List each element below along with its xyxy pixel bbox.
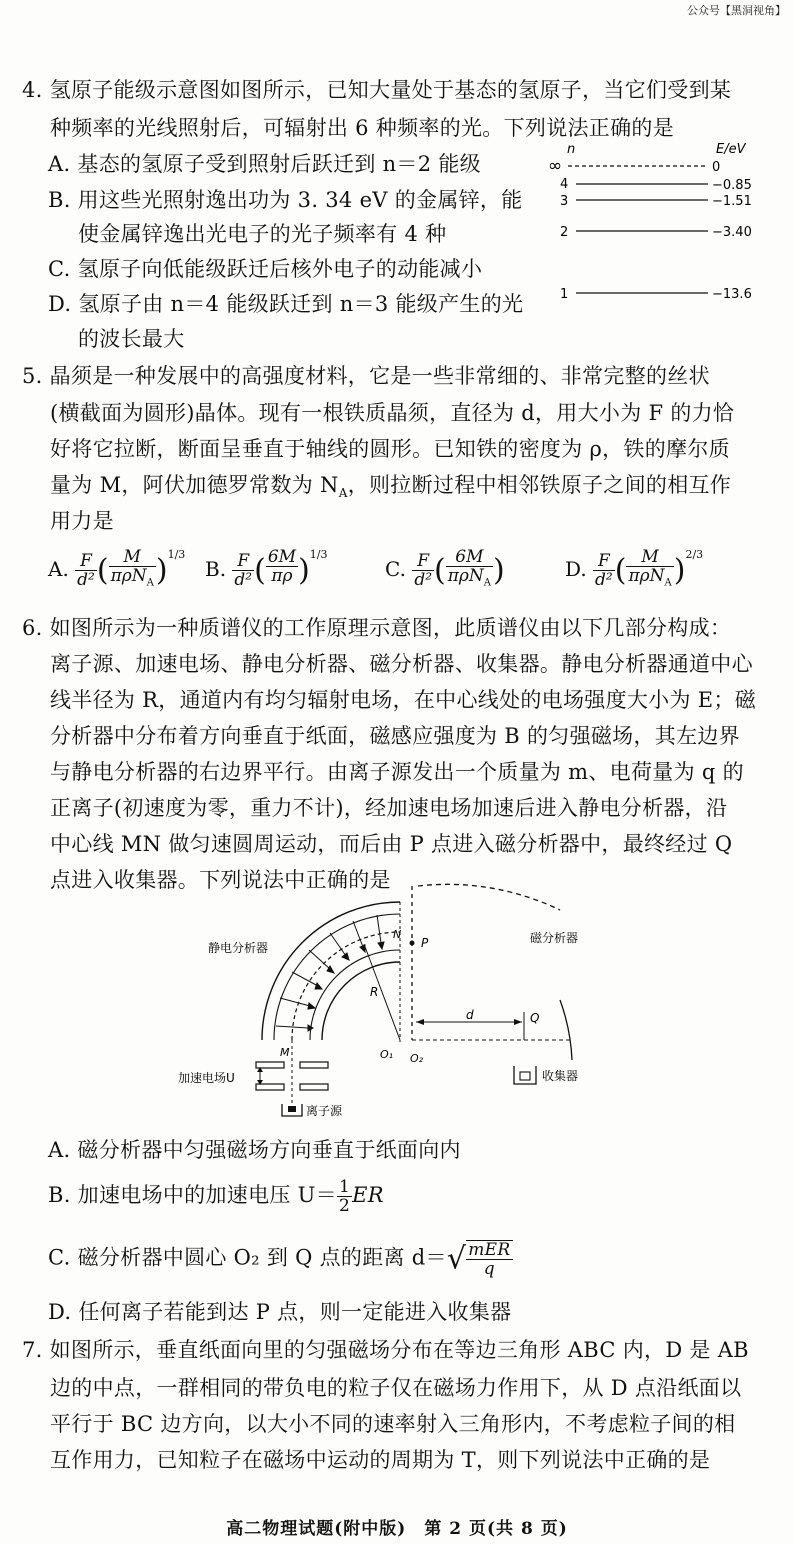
electrostatic-analyzer-label: 静电分析器 [208,941,269,955]
o1-label: O₁ [380,1048,394,1061]
q5-stem-line1: 5. 晶须是一种发展中的高强度材料，它是一些非常细的、非常完整的丝状 [22,364,710,388]
q5-stem-line4 [50,469,731,500]
q7-stem-line2: 边的中点，一群相同的带负电的粒子仅在磁场力作用下，从 D 点沿纸面以 [50,1376,742,1400]
level-2 [560,225,752,240]
d-label: d [466,1008,474,1022]
inner-num: M [109,548,156,567]
level-3 [560,194,752,209]
watermark: 公众号【黑洞视角】 [687,4,786,17]
inner-den: πρ [271,566,293,587]
magnetic-analyzer-boundary-top [418,884,560,910]
q5-option-a: A. $\frac{F}{\text{d²}}$ ( $\frac{M}{\pi\rho N_A}$ )$^{1/3}$ [48,547,186,590]
q6-stem-line2: 离子源、加速电场、静电分析器、磁分析器、收集器。静电分析器通道中心 [50,652,753,676]
o2-label: O₂ [410,1052,424,1065]
half-num: 1 [338,1177,351,1197]
q5-stem-line3: 好将它拉断，断面呈垂直于轴线的圆形。已知铁的密度为 ρ，铁的摩尔质 [50,437,730,461]
option-label: A. [48,557,69,581]
exponent: 1/3 [167,548,186,561]
q6-stem-line8: 点进入收集器。下列说法中正确的是 [50,868,391,892]
avogadro-subscript: A [338,486,348,501]
q4-option-d-line1: D. 氢原子由 n＝4 能级跃迁到 n＝3 能级产生的光 [48,292,524,316]
mass-spectrometer-figure [170,880,600,1130]
n-label: N [393,928,402,941]
frac-den: d² [234,570,253,590]
q6-stem-line4: 分析器中分布着方向垂直于纸面，磁感应强度为 B 的匀强磁场，其左边界 [50,724,740,748]
half-den: 2 [338,1196,351,1216]
collector-label: 收集器 [542,1069,579,1083]
option-label: B. [205,557,227,581]
magnetic-analyzer-label: 磁分析器 [530,931,579,945]
frac-den: d² [595,570,613,590]
radial-field-arrows [276,915,384,1031]
p-label: P [421,936,429,950]
q5-option-d: D. $\frac{F}{\text{d²}}$ ( $\frac{M}{\pi\rho N_A}$ )$^{2/3}$ [565,547,704,590]
q4-option-b-line1: B. 用这些光照射逸出功为 3. 34 eV 的金属锌，能 [48,188,523,212]
q6-option-d: D. 任何离子若能到达 P 点，则一定能进入收集器 [48,1300,512,1324]
sqrt-num: mER [468,1240,511,1260]
m-label: M [280,1046,290,1059]
level-energy-label: −13.6 [712,287,752,302]
q5-stem-line5: 用力是 [50,509,114,533]
inner-sub: A [146,577,154,589]
magnetic-analyzer-boundary-right [560,1000,572,1060]
q6-stem-line7: 中心线 MN 做匀速圆周运动，而后由 P 点进入磁分析器中，最终经过 Q [50,832,733,856]
accel-plate-upper-left [256,1062,284,1068]
ion-source-label: 离子源 [306,1104,343,1118]
q5-line4-tail: ，则拉断过程中相邻铁原子之间的相互作 [347,473,732,497]
level-energy-label: −0.85 [712,178,752,193]
inner-sub: A [483,577,492,589]
level-n-label: 4 [560,177,569,192]
collector-inner [520,1072,530,1080]
q6-option-a: A. 磁分析器中匀强磁场方向垂直于纸面向内 [48,1138,461,1162]
exponent: 2/3 [685,548,704,561]
inner-num: 6M [446,548,493,567]
collector-icon [514,1066,536,1084]
electrostatic-outer-wall-inner [274,914,400,1040]
level-n-label: 1 [560,287,569,302]
inner-sub: A [664,577,672,589]
level-energy-label: −3.40 [712,225,752,240]
q6-stem-line1: 6. 如图所示为一种质谱仪的工作原理示意图，此质谱仪由以下几部分构成： [22,616,732,640]
q-label: Q [530,1011,540,1025]
inner-num: M [626,548,673,567]
frac-num: F [75,552,97,571]
level-n-label: 2 [560,225,569,240]
level-energy-label: −1.51 [712,194,752,209]
accel-plate-upper-right [300,1062,328,1068]
q5-stem-line2: (横截面为圆形)晶体。现有一根铁质晶须，直径为 d，用大小为 F 的力恰 [50,401,735,425]
d-arrow-left [416,1019,424,1025]
frac-num: F [593,552,615,571]
radius-label: R [370,985,379,999]
page-footer: 高二物理试题(附中版) 第 2 页(共 8 页) [226,1519,568,1539]
d-arrow-right [514,1019,522,1025]
option-label: D. [565,557,587,581]
q4-option-a: A. 基态的氢原子受到照射后跃迁到 n＝2 能级 [48,152,481,176]
inner-num: 6M [267,547,297,568]
option-b-tail: ER [352,1183,384,1207]
option-c-text: C. 磁分析器中圆心 O₂ 到 Q 点的距离 d＝ [48,1245,447,1270]
q4-option-c: C. 氢原子向低能级跃迁后核外电子的动能减小 [48,257,483,281]
level-1 [560,287,752,302]
accel-plate-lower-right [300,1084,328,1090]
q6-option-c: C. 磁分析器中圆心 O₂ 到 Q 点的距离 d＝√ $\frac{\text{mER}}{q}$ [48,1240,511,1279]
q6-stem-line5: 与静电分析器的右边界平行。由离子源发出一个质量为 m、电荷量为 q 的 [50,760,744,784]
q5-option-b: B. $\frac{F}{\text{d²}}$ ( $\frac{6M}{\pi\rho}$ )$^{1/3}$ [205,547,328,590]
electrostatic-inner-wall-inner [322,962,400,1040]
q4-stem-line1: 4. 氢原子能级示意图如图所示，已知大量处于基态的氢原子，当它们受到某 [22,78,732,102]
inner-den: πρN [110,566,147,587]
q4-option-b-line2: 使金属锌逸出光电子的光子频率有 4 种 [78,222,447,246]
center-line-mn [292,932,400,1040]
q7-stem-line4: 互作用力，已知粒子在磁场中运动的周期为 T，则下列说法中正确的是 [50,1448,711,1472]
inner-den: πρN [447,566,484,587]
p-point [410,941,415,946]
accel-plate-lower-left [256,1084,284,1090]
option-b-text: B. 加速电场中的加速电压 U＝ [48,1183,337,1207]
frac-num: F [232,552,254,571]
q5-option-c: C. $\frac{F}{\text{d²}}$ ( $\frac{6M}{\pi\rho N_A}$ ) [385,547,505,590]
q5-line4-text: 量为 M，阿伏加德罗常数为 N [50,473,339,497]
frac-num: F [412,552,434,571]
frac-den: d² [77,570,95,590]
level-n-label: ∞ [548,156,563,176]
level-inf [548,156,720,176]
q6-option-b [48,1178,384,1215]
inner-den: πρN [628,566,665,587]
q7-stem-line3: 平行于 BC 边方向，以大小不同的速率射入三角形内，不考虑粒子间的相 [50,1412,736,1436]
sqrt-den: q [483,1259,495,1279]
option-label: C. [385,557,406,581]
energy-level-diagram [540,138,790,318]
frac-den: d² [414,570,433,590]
q4-stem-line2: 种频率的光线照射后，可辐射出 6 种频率的光。下列说法正确的是 [50,116,675,140]
energy-axis-label: E/eV [716,142,746,157]
q7-stem-line1: 7. 如图所示，垂直纸面向里的匀强磁场分布在等边三角形 ABC 内，D 是 AB [22,1338,749,1362]
level-n-label: 3 [560,194,569,209]
q6-stem-line3: 线半径为 R，通道内有均匀辐射电场，在中心线处的电场强度大小为 E；磁 [50,688,756,712]
level-energy-label: 0 [712,160,721,175]
n-axis-label: n [567,142,576,157]
level-4 [560,177,752,193]
accel-field-label: 加速电场U [178,1071,235,1085]
exponent: 1/3 [309,548,328,561]
ion-source-core [288,1106,296,1112]
q4-option-d-line2: 的波长最大 [78,327,185,351]
q6-stem-line6: 正离子(初速度为零，重力不计)，经加速电场加速后进入静电分析器，沿 [50,796,728,820]
